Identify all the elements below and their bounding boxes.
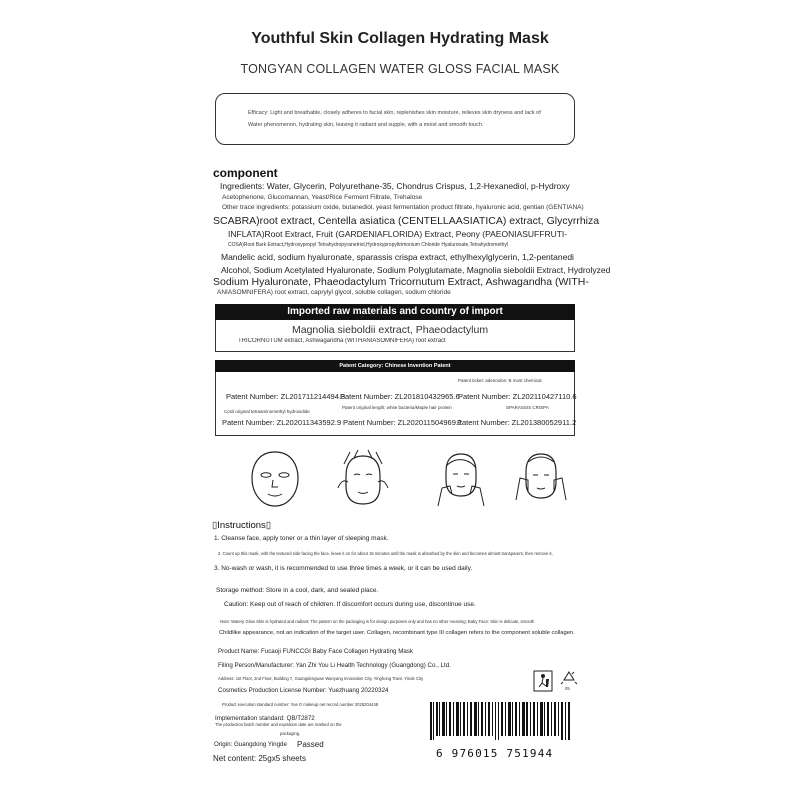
patent-note-row1: Cosil original tetraaminomethyl hydroxidide	[224, 409, 310, 414]
ingredients-line-5: INFLATA)Root Extract, Fruit (GARDENIAFLORIDA) Extract, Peony (PAEONIASUFFRUTI-	[228, 229, 568, 239]
component-heading: component	[213, 166, 278, 180]
execution-standard: Product execution standard number: Yue G makeup net record number 2025204448	[222, 702, 379, 707]
instruction-step-2: 2. Count up this mask, with the textured side facing the face, leave it on for about 15 minutes until the mask is absorbed by the skin and becomes almost transparent, then remove it,	[218, 551, 553, 556]
apply-mask-icon	[332, 448, 394, 510]
efficacy-line-1: Efficacy: Light and breathable, closely adheres to facial skin, replenishes skin moisture, relieves skin dryness and lack of	[248, 110, 541, 116]
patent-number-3: Patent Number: ZL202110427110.6	[458, 392, 577, 401]
ingredients-line-8: Alcohol, Sodium Acetylated Hyaluronate, Sodium Polyglutamate, Magnolia sieboldii Extract, Hydrolyzed	[221, 265, 611, 275]
ingredients-line-3: Other trace ingredients: potassium oxide, butanediol, yeast fermentation product filtrate, hyaluronic acid, gentian (GENTIANA)	[222, 204, 584, 211]
product-title: Youthful Skin Collagen Hydrating Mask	[251, 30, 549, 47]
storage-method: Storage method: Store in a cool, dark, and sealed place.	[216, 587, 379, 594]
instruction-step-3: 3. No-wash or wash, it is recommended to use three times a week, or it can be used daily.	[214, 565, 473, 572]
patent-number-4: Patent Number: ZL202011343592.9	[222, 418, 342, 427]
ingredients-line-2: Acetophenone, Glucomannan, Yeast/Rice Ferment Filtrate, Trehalose	[222, 194, 423, 201]
note-line-1: Note: Watery Glow Skin is hydrated and radiant; The pattern on the packaging is for design purposes only and has no other meaning; Baby Face: Skin is delicate, smooth	[220, 619, 535, 624]
manufacturer-address: Address: 1st Floor, 2nd Floor, Building 7, Guangdengwan Wanyang Innovation City, Yinghong Town, Yinde City	[218, 676, 424, 681]
note-line-2: Childlike appearance, not an indication of the target user. Collagen, recombinant type III collagen refers to the component soluble collagen.	[219, 630, 575, 636]
imported-materials-bar	[215, 304, 575, 320]
caution-text: Caution: Keep out of reach of children. If discomfort occurs during use, discontinue use.	[224, 601, 476, 608]
ingredients-line-4: SCABRA)root extract, Centella asiatica (CENTELLAASIATICA) extract, Glycyrrhiza	[213, 215, 600, 227]
barcode	[430, 702, 570, 740]
imported-line-1: Magnolia sieboldii extract, Phaeodactylum	[292, 324, 489, 336]
patent-category-label: Patent Category: Chinese Invention Patent	[339, 363, 451, 369]
batch-note-line-1: The production batch number and expiration date are marked on the	[215, 722, 342, 727]
batch-note-line-2: packaging.	[280, 731, 301, 736]
imported-materials-label: Imported raw materials and country of import	[287, 306, 503, 317]
patent-number-1: Patent Number: ZL201711214494.3	[226, 392, 346, 401]
patent-number-5: Patent Number: ZL202011504969.1	[343, 418, 463, 427]
ingredients-line-10: ANIASOMNIFERA) root extract, caprylyl glycol, soluble collagen, sodium chloride	[217, 289, 451, 296]
efficacy-box	[215, 93, 575, 145]
mask-sheet-icon	[244, 448, 306, 510]
trash-bin-icon	[533, 670, 553, 692]
patent-category-bar	[215, 360, 575, 372]
production-license: Cosmetics Production License Number: Yuezhuang 20220324	[218, 687, 389, 694]
patent-note-row2: Patent original length: white bacteria/Maple hair protein	[342, 405, 452, 410]
origin: Origin: Guangdong Yingde	[214, 741, 287, 748]
patent-number-2: Patent Number: ZL201810432965.6	[340, 392, 460, 401]
implementation-standard: Implementation standard: QB/T2872	[215, 715, 315, 722]
ingredients-line-9: Sodium Hyaluronate, Phaeodactylum Tricornutum Extract, Ashwagandha (WITH-	[213, 276, 589, 288]
imported-line-2: TRICORNUTUM extract, Ashwagandha (WITHANIASOMNIFERA) root extract	[238, 338, 446, 344]
filing-manufacturer: Filing Person/Manufacturer: Yan Zhi You Li Health Technology (Guangdong) Co., Ltd.	[218, 662, 451, 669]
product-subtitle: TONGYAN COLLAGEN WATER GLOSS FACIAL MASK	[240, 62, 560, 76]
product-name: Product Name: Fucaoji FUNCCGI Baby Face Collagen Hydrating Mask	[218, 648, 413, 655]
ingredients-line-6: COSA)Root Bark Extract,Hydroxypropyl Tetrahydropyranetriol,Hydroxypropyltrimonium Chloride Hyaluronate,Tetrahydromethyl	[228, 242, 509, 248]
instructions-heading: ▯Instructions▯	[212, 520, 272, 531]
recycle-code: 05	[565, 686, 570, 691]
net-content: Net content: 25gx5 sheets	[213, 754, 306, 763]
ingredients-line-7: Mandelic acid, sodium hyaluronate, sparassis crispa extract, ethylhexylglycerin, 1,2-pentanedi	[221, 252, 574, 262]
efficacy-line-2: Water phenomenon, hydrating skin, leaving it radiant and supple, with a moist and smooth touch.	[248, 122, 484, 129]
patent-number-6: Patent Number: ZL201380052911.2	[457, 418, 577, 427]
ingredients-line-1: Ingredients: Water, Glycerin, Polyurethane-35, Chondrus Crispus, 1,2-Hexanediol, p-Hydroxy	[220, 181, 570, 191]
instruction-step-1: 1. Cleanse face, apply toner or a thin layer of sleeping mask.	[214, 535, 389, 542]
patent-note-row3: SPARASSIS CRISPA	[506, 405, 549, 410]
pat-face-icon	[510, 448, 572, 510]
barcode-number: 6 976015 751944	[436, 747, 554, 760]
passed-label: Passed	[297, 740, 324, 749]
patent-note-top: Patent ticket: adenosine; B most chemical	[458, 378, 542, 383]
massage-face-icon	[430, 448, 492, 510]
